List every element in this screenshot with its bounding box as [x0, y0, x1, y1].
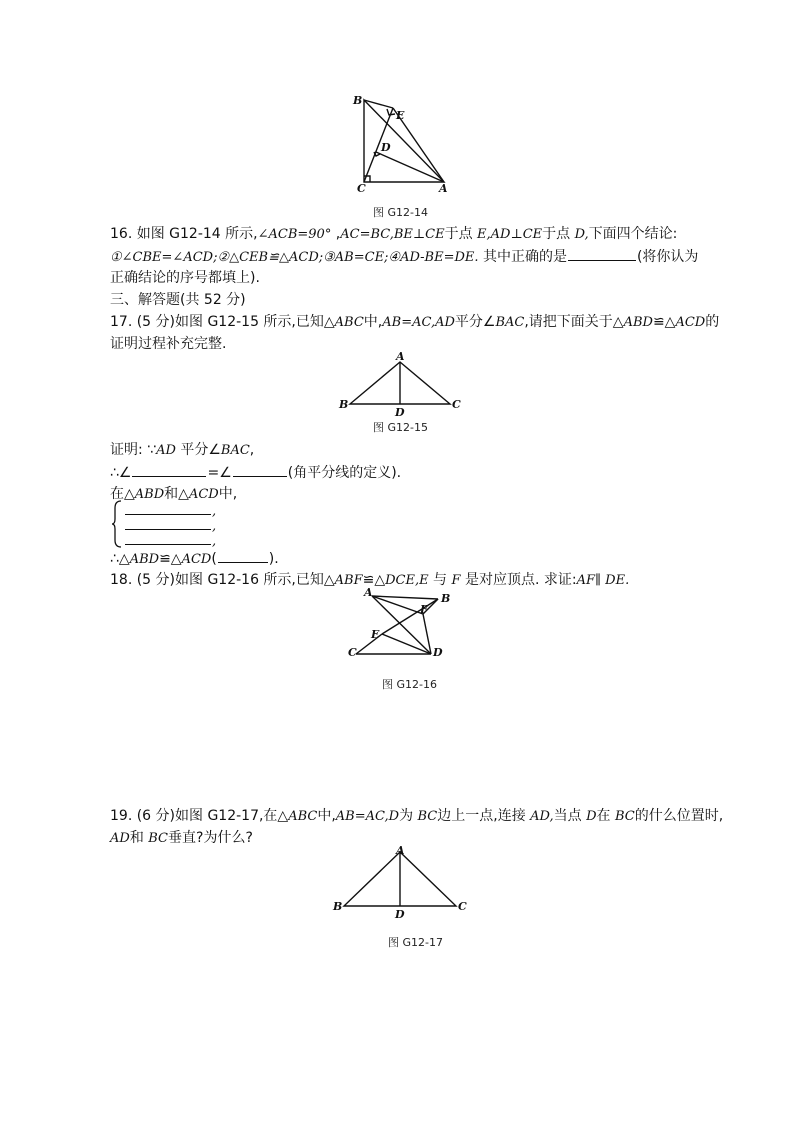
- figure-caption-g12-14: 图 G12-14: [373, 206, 428, 219]
- figure-g12-15: [336, 350, 466, 420]
- q19-line-1: 19. (6 分)如图 G12-17,在△ABC中,AB=AC,D为 BC边上一点,连接 AD,当点 D在 BC的什么位置时,: [110, 808, 724, 824]
- q17-blank-condition-1[interactable]: [125, 500, 211, 515]
- section-heading: 三、解答题(共 52 分): [110, 292, 246, 308]
- q17-blank-angle-2[interactable]: [233, 462, 287, 477]
- q17-blank-angle-1[interactable]: [132, 462, 206, 477]
- label-e: E: [396, 109, 405, 122]
- label-c: C: [357, 182, 366, 195]
- label-b: B: [353, 94, 363, 107]
- label-c: C: [348, 646, 357, 659]
- figure-caption-g12-16: 图 G12-16: [382, 678, 437, 691]
- label-d: D: [433, 646, 443, 659]
- label-b: B: [339, 398, 349, 411]
- label-a: A: [396, 350, 405, 363]
- figure-g12-16: [346, 586, 456, 662]
- label-a: A: [396, 844, 405, 857]
- q17-brace-row-3: ,: [124, 530, 216, 552]
- q17-blank-condition-3[interactable]: [125, 530, 211, 545]
- label-d: D: [381, 141, 391, 154]
- label-c: C: [458, 900, 467, 913]
- q17-proof-conclusion: ∴△ABD≌△ACD( ).: [110, 548, 279, 570]
- q17-brace-row-2: ,: [124, 515, 216, 537]
- q17-proof-line-1: 证明: ∵AD 平分∠BAC,: [110, 442, 255, 458]
- figure-caption-g12-15: 图 G12-15: [373, 421, 428, 434]
- label-c: C: [452, 398, 461, 411]
- label-e: E: [371, 628, 380, 641]
- q17-blank-condition-2[interactable]: [125, 515, 211, 530]
- q17-blank-reason[interactable]: [218, 548, 268, 563]
- brace-icon: [112, 500, 122, 548]
- figure-g12-14: [340, 88, 470, 198]
- label-f: F: [420, 603, 428, 616]
- label-d: D: [395, 406, 405, 419]
- q16-line-3: 正确结论的序号都填上).: [110, 270, 260, 286]
- q19-line-2: AD和 BC垂直?为什么?: [110, 830, 253, 846]
- label-a: A: [439, 182, 448, 195]
- q17-proof-line-3: 在△ABD和△ACD中,: [110, 486, 238, 502]
- label-b: B: [441, 592, 451, 605]
- q17-brace-row-1: ,: [124, 500, 216, 522]
- q17-line-2: 证明过程补充完整.: [110, 336, 227, 352]
- figure-caption-g12-17: 图 G12-17: [388, 936, 443, 949]
- q16-line-1: 16. 如图 G12-14 所示,∠ACB=90° ,AC=BC,BE⊥CE于点 E,AD⊥CE于点 D,下面四个结论:: [110, 226, 678, 242]
- label-b: B: [333, 900, 343, 913]
- q18-line-1: 18. (5 分)如图 G12-16 所示,已知△ABF≌△DCE,E 与 F 是对应顶点. 求证:AF∥ DE.: [110, 572, 630, 588]
- q17-proof-line-2: ∴∠ =∠ (角平分线的定义).: [110, 462, 401, 483]
- q16-line-2: ①∠CBE=∠ACD;②△CEB≌△ACD;③AB=CE;④AD-BE=DE. 其中正确的是 (将你认为: [110, 246, 698, 268]
- label-d: D: [395, 908, 405, 921]
- q17-line-1: 17. (5 分)如图 G12-15 所示,已知△ABC中,AB=AC,AD平分∠BAC,请把下面关于△ABD≌△ACD的: [110, 314, 720, 330]
- label-a: A: [364, 586, 373, 599]
- figure-g12-17: [330, 842, 472, 922]
- q16-answer-blank[interactable]: [568, 246, 636, 261]
